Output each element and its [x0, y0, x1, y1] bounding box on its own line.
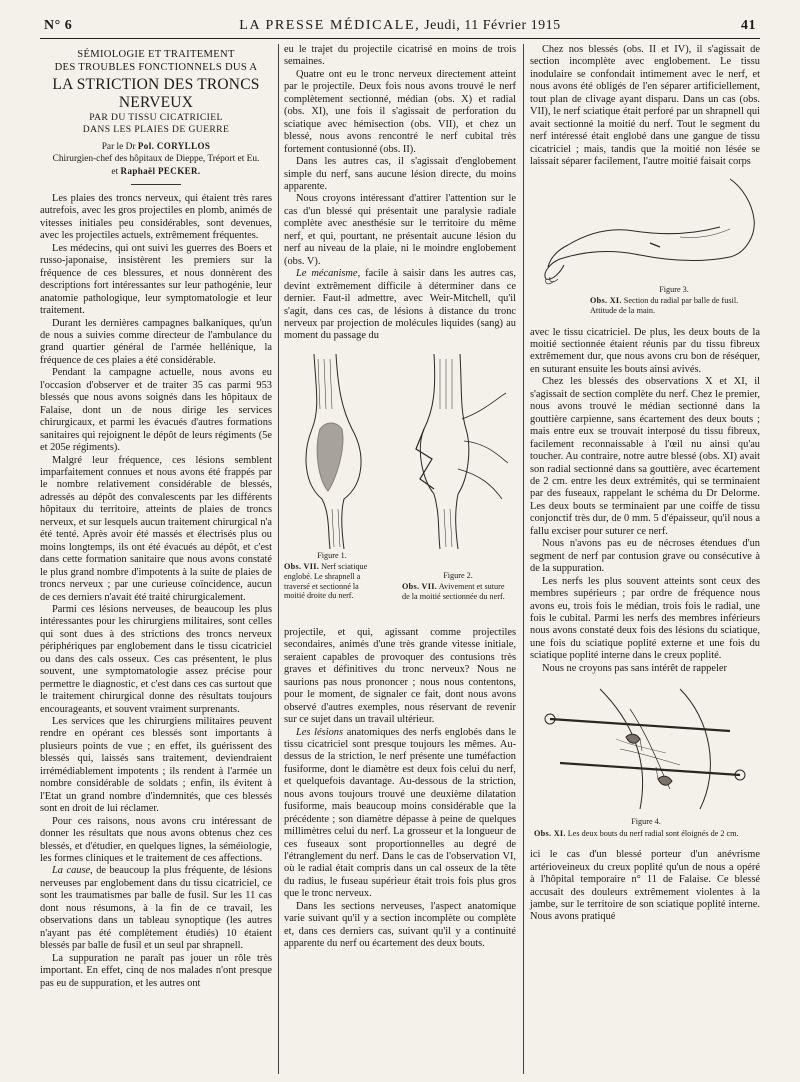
figure-1-drawing [306, 354, 361, 549]
figure-4-caption [534, 817, 758, 838]
paragraph: avec le tissu cicatriciel. De plus, les deux bouts de la moitié sectionnée étaient réunis par du tissu fibreux extrêmement dur, que nous avons cru bon de réséquer, en suturant ensuite les bouts ainsi avivés. [530, 326, 760, 375]
title-line-4: PAR DU TISSU CICATRICIEL [89, 112, 223, 123]
author-1-line [40, 140, 272, 153]
figure-1-title: Figure 1. [317, 550, 347, 560]
title-line-5: DANS LES PLAIES DE GUERRE [82, 124, 230, 135]
column-1 [40, 44, 272, 990]
paragraph: Quatre ont eu le tronc nerveux directement atteint par le projectile. Deux fois nous avons trouvé le nerf complètement sectionné, médian (obs. X) et radial (obs. XI), une fois il s'agissait de perforation du sciatique avec hémisection (obs. VII), et chez un blessé, nous avons rencontré le nerf cubital très fortement contusionné (obs. II). [284, 68, 516, 155]
title-line-3: LA STRICTION DES TRONCS NERVEUX [52, 76, 260, 111]
paragraph: eu le trajet du projectile cicatrisé en moins de trois semaines. [284, 44, 516, 68]
paragraph: Parmi ces lésions nerveuses, de beaucoup les plus intéressantes pour les chirurgiens militaires, sont celles qui sont dues à des strictions des troncs nerveux périphériques par englobement dans le tissu cicatriciel ou dans des cals osseux. Ces cas présentent, le plus souvent, une symptomatologie assez précise pour permettre le diagnostic, et c'est dans ces cas surtout que le traitement chirurgical donne des résultats toujours encourageants, et souvent vraiment surprenants. [40, 603, 272, 715]
title-separator [131, 184, 181, 185]
author-2-name: Raphaël PECKER. [120, 166, 201, 176]
paragraph: La suppuration ne paraît pas jouer un rôle très important. En effet, cinq de nos malades n'ont presque pas eu de suppuration, et les autres ont [40, 952, 272, 989]
figure-2-title: Figure 2. [443, 570, 473, 580]
figure-3-title: Figure 3. [659, 284, 689, 294]
paragraph [284, 268, 516, 343]
figure-4-text: Les deux bouts du nerf radial sont éloignés de 2 cm. [567, 828, 739, 838]
column-rule-left [278, 44, 279, 1074]
author-1-role: Chirurgien-chef des hôpitaux de Dieppe, Tréport et Eu. [52, 154, 260, 164]
figure-3-text: Section du radial par balle de fusil. Attitude de la main. [590, 296, 739, 315]
title-line-2: DES TROUBLES FONCTIONNELS DUS A [54, 62, 258, 73]
page-header [40, 14, 760, 39]
figure-2-caption [402, 571, 514, 602]
figure-2-text: Avivement et suture de la moitié sectionnée du nerf. [402, 582, 505, 602]
paragraph-text: , facile à saisir dans les autres cas, devint extrêmement difficile à déterminer dans ce dernier. Faut-il admettre, avec Weir-Mitchell, qu'il s'agit, dans ces cas, de lésions à distance du tronc nerveux par projection de molécules liquides (sang) au moment du passage du [284, 268, 516, 342]
figure-1-text: Nerf sciatique englobé. Le shrapnell a traversé et sectionné la moitié droite du nerf. [284, 562, 368, 601]
figure-3-obs: Obs. XI. [590, 296, 622, 306]
paragraph: Les services que les chirurgiens militaires peuvent rendre en opérant ces blessés sont importants à plusieurs points de vue ; en effet, ils guérissent des blessés qui, laissés sans traitement, deviendraient irrémédiablement impotents ; ils rendent à l'armée un nombre considérable de soldats ; enfin, ils évitent à l'Etat un grand nombre d'indemnités, que ces blessés sont en droit de lui réclamer. [40, 716, 272, 815]
figure-1-obs: Obs. VII. [284, 562, 320, 572]
paragraph-text: , de beaucoup la plus fréquente, de lésions nerveuses par englobement dans du tissu cicatriciel, ce sont les traumatismes par balle de fusil. Sur les 11 cas dont nous résumons, à la fin de ce travail, les observations dans un tableau synoptique (les autres n'ayant pas été complètement étudiés) 10 étaient blessés par balle de fusil et un seul par shrapnell. [40, 865, 273, 952]
paragraph: Nous ne croyons pas sans intérêt de rappeler [542, 662, 727, 674]
italic-lead: La cause [52, 865, 91, 877]
author-2-prefix: et [111, 167, 119, 177]
paragraph: projectile, et qui, agissant comme projectiles secondaires, animés d'une très grande vitesse initiale, seraient capables de provoquer des contusions très graves et définitives du tronc nerveux? Nous ne saurions pas nous prononcer ; nous nous contentons, pour le moment, de signaler ce fait, dont nous avons observé d'autres exemples, nous réservant de revenir sur ce sujet dans un travail ultérieur. [284, 626, 516, 726]
paragraph: Les nerfs les plus souvent atteints sont ceux des membres supérieurs ; par ordre de fréquence nous avons eu, trois fois le médian, trois fois le radial, une fois le cubital. Parmi les nerfs des membres inférieurs nous avons constaté deux fois des lésions du sciatique, une fois du sciatique poplité externe et une fois du sciatique poplité interne dans le creux poplité. [530, 575, 760, 662]
page-number: 41 [741, 18, 756, 33]
paragraph [40, 865, 272, 952]
column-2 [284, 44, 516, 951]
masthead [40, 18, 760, 34]
paragraph: Nous croyons intéressant d'attirer l'attention sur le cas d'un blessé qui présentait une paralysie radiale complète avec anesthésie sur le territoire du même nerf, et qui, pourtant, ne présentait aucune lésion du nerf au niveau de la plaie, ni le moindre englobement (obs. V). [284, 193, 516, 267]
figure-3 [530, 173, 760, 323]
paragraph: Les médecins, qui ont suivi les guerres des Boers et russo-japonaise, insistèrent les premiers sur la fréquence de ces blessures, et nous donnèrent des descriptions fort intéressantes sur leur pathogénie, leur anatomie pathologique, leur symptomatologie et leur traitement. [40, 242, 272, 317]
figure-4 [530, 679, 760, 845]
paragraph [284, 727, 516, 901]
paragraph: ici le cas d'un blessé porteur d'un anévrisme artérioveineux du creux poplité qu'un de nous a opéré à l'hôpital temporaire n° 11 de Falaise. Ce blessé accusait des douleurs extrêmement violentes à la jambe, sur le territoire de son sciatique poplité interne. Nous avons pratiqué [530, 849, 760, 923]
figure-1-caption [284, 551, 380, 601]
author-1-name: Pol. CORYLLOS [137, 141, 211, 151]
article-title [40, 48, 272, 136]
paragraph: Pour ces raisons, nous avons cru intéressant de donner les résultats que nous avons obtenus chez ces blessés, et d'étudier, en quelques lignes, la séméiologie, les formes cliniques et le traitement de ces affections. [40, 815, 272, 865]
publication-date: Jeudi, 11 Février 1915 [424, 18, 561, 33]
surgical-field-illustration [530, 679, 760, 815]
paragraph: Dans les sections nerveuses, l'aspect anatomique varie suivant qu'il y a section incomplète ou complète et, dans ces derniers cas, suivant qu'il y a continuité apparente du nerf ou écartement des deux bouts. [284, 900, 516, 950]
figures-1-2 [284, 349, 516, 621]
author-2-line [40, 165, 272, 178]
paragraph-text: anatomiques des nerfs englobés dans le tissu cicatriciel sont presque toujours les mêmes. Au-dessus de la striction, le nerf présente une tuméfaction fusiforme, dont le diamètre est deux fois celui du nerf, et quelquefois davantage. Au-dessous de la striction, nous avons toujours trouvé une deuxième dilatation fusiforme, mais beaucoup moins considérable que la précédente ; son diamètre dépasse à peine de quelques millimètres celui du nerf. La grosseur et la longueur de ces fuseaux sont proportionnelles au degré de l'étranglement du nerf. Dans le cas de l'observation VI, où le radial était compris dans un cal osseux de la tête du radius, le fuseau supérieur était trois fois plus gros que le tronc nerveux. [284, 726, 516, 900]
figure-3-caption [590, 285, 758, 316]
paragraph: Les plaies des troncs nerveux, qui étaient très rares autrefois, avec les gros projectiles en plomb, animés de vitesses initiales peu considérables, sont devenues, avec les projectiles actuels, extrêmement fréquentes. [40, 193, 272, 242]
issue-number: N° 6 [44, 18, 73, 33]
publication-name: LA PRESSE MÉDICALE, [239, 18, 421, 33]
paragraph: Dans les autres cas, il s'agissait d'englobement simple du nerf, sans aucune lésion directe, du moins apparente. [284, 156, 516, 192]
italic-lead: Les lésions [296, 726, 344, 738]
italic-lead: Le mécanisme [296, 268, 358, 280]
figure-2-drawing [416, 354, 508, 549]
paragraph: Pendant la campagne actuelle, nous avons eu l'occasion d'observer et de traiter 35 cas parmi 953 blessés que nous avons soignés dans les hôpitaux de Falaise, dont un de nous dirige les services chirurgicaux, et parmi les évacués d'autres formations sanitaires qui rejoignent le dépôt de leurs régiments (5e et 205e régiments). [40, 367, 272, 454]
nerve-figures-illustration [284, 349, 516, 549]
figure-4-obs: Obs. XI. [534, 828, 566, 838]
paragraph: Chez nos blessés (obs. II et IV), il s'agissait de section incomplète avec englobement. Le tissu inodulaire se confondait intimement avec le nerf, et nous avons été obligés de l'en séparer artificiellement, tout plan de clivage ayant disparu. Dans un cas (obs. VII), le nerf sciatique était perforé par un shrapnell qui avait sectionné la moitié du nerf. Tout le segment du nerf intéressé était englobé dans une gangue de tissu cicatriciel ; mais, tandis que la moitié non lésée se laissait séparer facilement, l'autre moitié faisait corps [530, 44, 760, 168]
figure-2-obs: Obs. VII. [402, 582, 438, 592]
byline [40, 140, 272, 178]
paragraph: Durant les dernières campagnes balkaniques, qu'un de nous a suivies comme directeur de l'ambulance du grand quartier général de l'armée hellénique, la fréquence de ces plaies a été considérable. [40, 317, 272, 366]
column-rule-right [523, 44, 524, 1074]
paragraph: Nous n'avons pas eu de nécroses étendues d'un segment de nerf par contusion grave ou consécutive à de la suppuration. [530, 538, 760, 575]
paragraph: Chez les blessés des observations X et XI, il s'agissait de section complète du nerf. Chez le premier, nous avons trouvé le médian sectionné dans la gouttière carpienne, sans écartement des deux bouts ; mais entre eux se trouvait interposé du tissu fibreux, facilement reconnaissable à l'œil nu ainsi qu'au toucher. Au contraire, notre autre blessé (obs. XI) avait son radial sectionné dans sa gouttière, avec écartement de 2 cm. entre les deux extrémités, qui se terminaient par des fuseaux, rappelant le schéma du Dr Delorme. Les deux bouts se terminaient par une coiffe de tissu conjonctif très dur, de 0 mm. 5 d'épaisseur, qu'il nous a fallu exciser pour suturer ce nerf. [530, 376, 760, 537]
arm-illustration [530, 173, 760, 285]
figure-4-title: Figure 4. [631, 817, 661, 827]
author-1-prefix: Par le Dr [101, 142, 136, 152]
paragraph: Malgré leur fréquence, ces lésions semblent imparfaitement connues et nous avons été frappés par le nombre relativement considérable de blessés, adressés au dépôt des convalescents par les différents hôpitaux du territoire, atteints de plaies de troncs nerveux, et sur lesquels aucun traitement chirurgical n'a été tenté. Après avoir été massés et électrisés plus ou moins longtemps, ils ont été évacués au dépôt, et c'est dans cette formation sanitaire que nous avons constaté le plus grand nombre d'impotents à la suite de plaies de troncs nerveux ; par une curieuse coïncidence, aucun de ces derniers n'avait été traité chirurgicalement. [40, 454, 272, 603]
column-3 [530, 44, 760, 924]
title-line-1: SÉMIOLOGIE ET TRAITEMENT [77, 49, 235, 60]
